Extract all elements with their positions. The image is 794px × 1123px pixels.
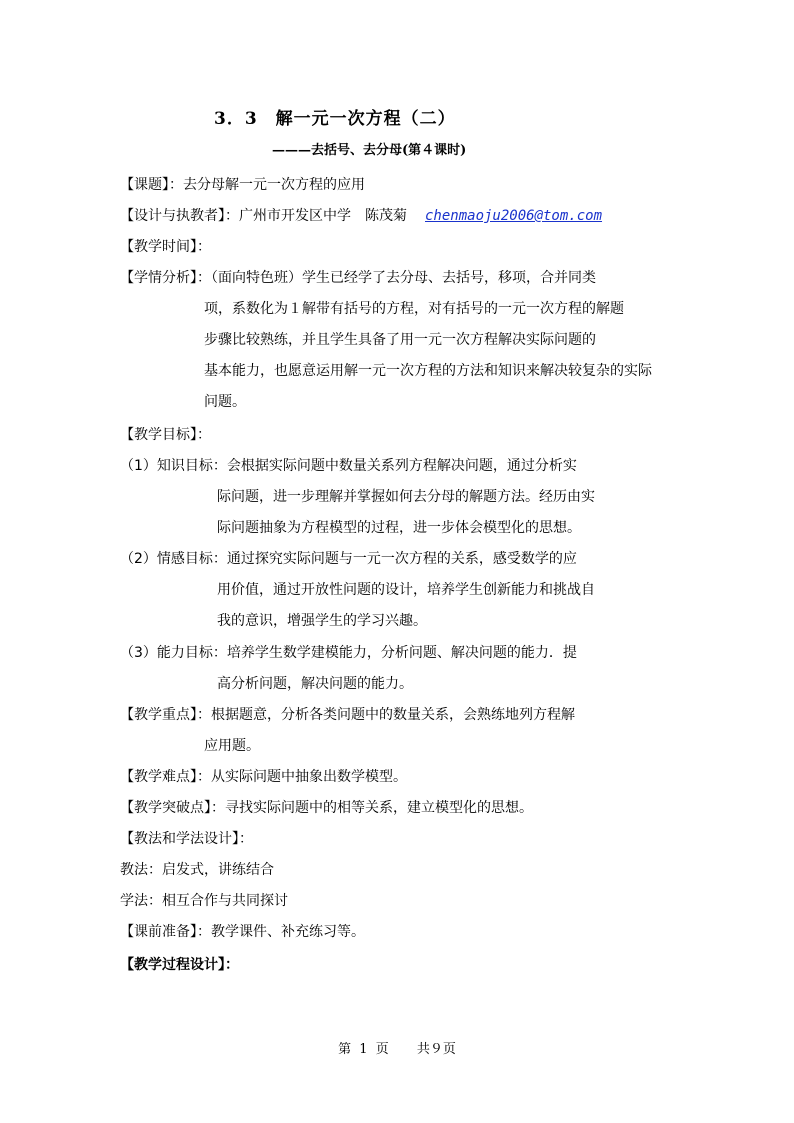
goal-line: 高分析问题，解决问题的能力。 [217,676,413,692]
goal-line: 际问题，进一步理解并掌握如何去分母的解题方法。经历由实 [217,489,595,505]
page-title: 3．3 解一元一次方程（二） [214,109,456,129]
goal-line: 我的意识，增强学生的学习兴趣。 [217,613,427,629]
analysis-line: 步骤比较熟练，并且学生具备了用一元一次方程解决实际问题的 [204,332,596,348]
analysis-line: 【学情分析】：（面向特色班）学生已经学了去分母、去括号，移项，合并同类 [120,270,596,286]
goal-line: （3）能力目标：培养学生数学建模能力，分析问题、解决问题的能力．提 [120,645,577,661]
designer-label: 【设计与执教者】： [120,208,239,224]
teaching-method-line: 教法：启发式，讲练结合 [120,862,274,878]
page-footer [0,1038,794,1057]
time-label: 【教学时间】： [120,239,211,255]
topic-line [120,175,365,195]
key-points-line: 应用题。 [204,738,260,754]
difficulty-line: 【教学难点】：从实际问题中抽象出数学模型。 [120,769,407,785]
page-subtitle: ———去括号、去分母(第４课时) [272,143,467,158]
designer-email-link[interactable]: chenmaoju2006@tom.com [425,208,603,224]
page-total: 共９页 [416,1042,456,1057]
designer-text: 广州市开发区中学 陈茂菊 [239,208,407,224]
goal-line: 际问题抽象为方程模型的过程，进一步体会模型化的思想。 [217,520,581,536]
page-prefix: 第 [338,1042,352,1057]
analysis-line: 问题。 [204,394,246,410]
page-number: 1 [359,1042,368,1057]
analysis-line: 项，系数化为１解带有括号的方程，对有括号的一元一次方程的解题 [204,301,624,317]
goal-line: （2）情感目标：通过探究实际问题与一元一次方程的关系，感受数学的应 [120,551,577,567]
goal-line: （1）知识目标：会根据实际问题中数量关系列方程解决问题，通过分析实 [120,458,577,474]
goals-label: 【教学目标】： [120,427,211,443]
analysis-line: 基本能力，也愿意运用解一元一次方程的方法和知识来解决较复杂的实际 [204,363,652,379]
topic-text: 去分母解一元一次方程的应用 [183,177,365,193]
designer-line [120,206,602,226]
key-points-line: 【教学重点】：根据题意，分析各类问题中的数量关系，会熟练地列方程解 [120,707,575,723]
method-label: 【教法和学法设计】： [120,831,253,847]
breakthrough-line: 【教学突破点】：寻找实际问题中的相等关系，建立模型化的思想。 [120,800,533,816]
goal-line: 用价值，通过开放性问题的设计，培养学生创新能力和挑战自 [217,582,595,598]
topic-label: 【课题】： [120,177,183,193]
process-label: 【教学过程设计】： [120,957,239,973]
page-suffix: 页 [375,1042,389,1057]
preparation-line: 【课前准备】：教学课件、补充练习等。 [120,924,365,940]
learning-method-line: 学法：相互合作与共同探讨 [120,893,288,909]
